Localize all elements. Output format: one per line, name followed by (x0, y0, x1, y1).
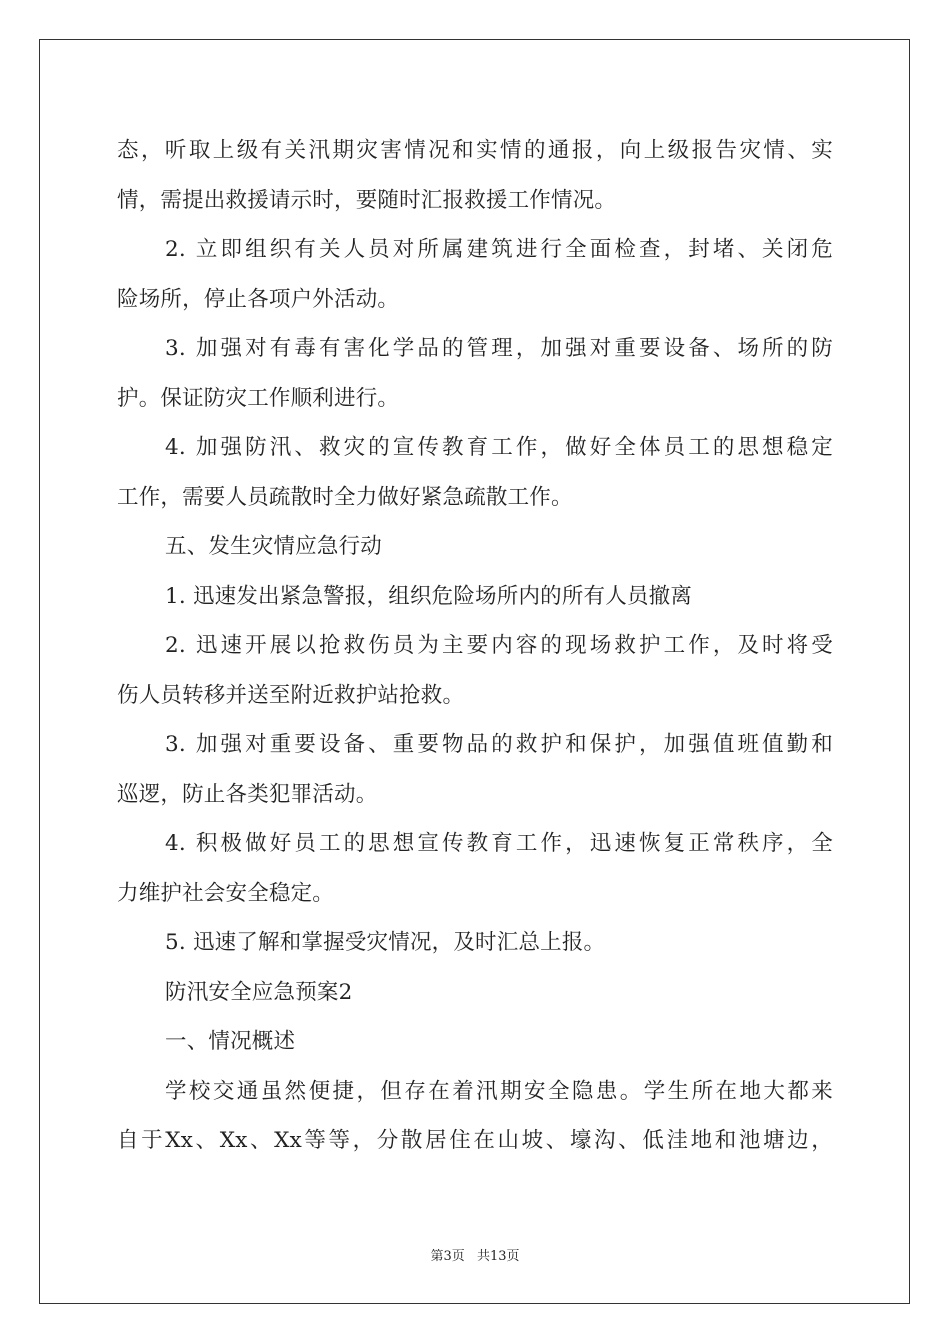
text-line: 2. 迅速开展以抢救伤员为主要内容的现场救护工作，及时将受 (165, 633, 833, 658)
page-number: 第3页 (430, 1249, 465, 1264)
text-line: 力维护社会安全稳定。 (117, 880, 335, 906)
text-line: 3. 加强对重要设备、重要物品的救护和保护，加强值班值勤和 (165, 732, 833, 757)
text-line: 2. 立即组织有关人员对所属建筑进行全面检查，封堵、关闭危 (165, 237, 833, 262)
text-line: 工作，需要人员疏散时全力做好紧急疏散工作。 (117, 484, 573, 510)
text-line: 1. 迅速发出紧急警报，组织危险场所内的所有人员撤离 (165, 583, 693, 609)
text-line: 5. 迅速了解和掌握受灾情况，及时汇总上报。 (165, 930, 606, 955)
page-footer (0, 1245, 950, 1264)
text-line: 4. 积极做好员工的思想宣传教育工作，迅速恢复正常秩序，全 (165, 831, 833, 856)
text-line: 巡逻，防止各类犯罪活动。 (117, 781, 378, 807)
text-line: 情，需提出救援请示时，要随时汇报救援工作情况。 (117, 187, 617, 213)
text-line: 护。保证防灾工作顺利进行。 (117, 385, 400, 411)
text-line: 3. 加强对有毒有害化学品的管理，加强对重要设备、场所的防 (165, 336, 833, 361)
text-line: 学校交通虽然便捷，但存在着汛期安全隐患。学生所在地大都来 (165, 1078, 833, 1104)
text-line: 自于Xx、Xx、Xx等等，分散居住在山坡、壕沟、低洼地和池塘边， (117, 1128, 833, 1153)
text-line: 4. 加强防汛、救灾的宣传教育工作，做好全体员工的思想稳定 (165, 435, 833, 460)
text-line: 一、情况概述 (165, 1029, 296, 1054)
text-line: 态，听取上级有关汛期灾害情况和实情的通报，向上级报告灾情、实 (117, 138, 833, 163)
text-line: 伤人员转移并送至附近救护站抢救。 (117, 682, 465, 708)
page-total: 共13页 (476, 1249, 520, 1264)
text-line: 防汛安全应急预案2 (165, 979, 353, 1005)
text-line: 五、发生灾情应急行动 (165, 534, 383, 559)
text-line: 险场所，停止各项户外活动。 (117, 286, 400, 312)
document-body (117, 126, 833, 1166)
